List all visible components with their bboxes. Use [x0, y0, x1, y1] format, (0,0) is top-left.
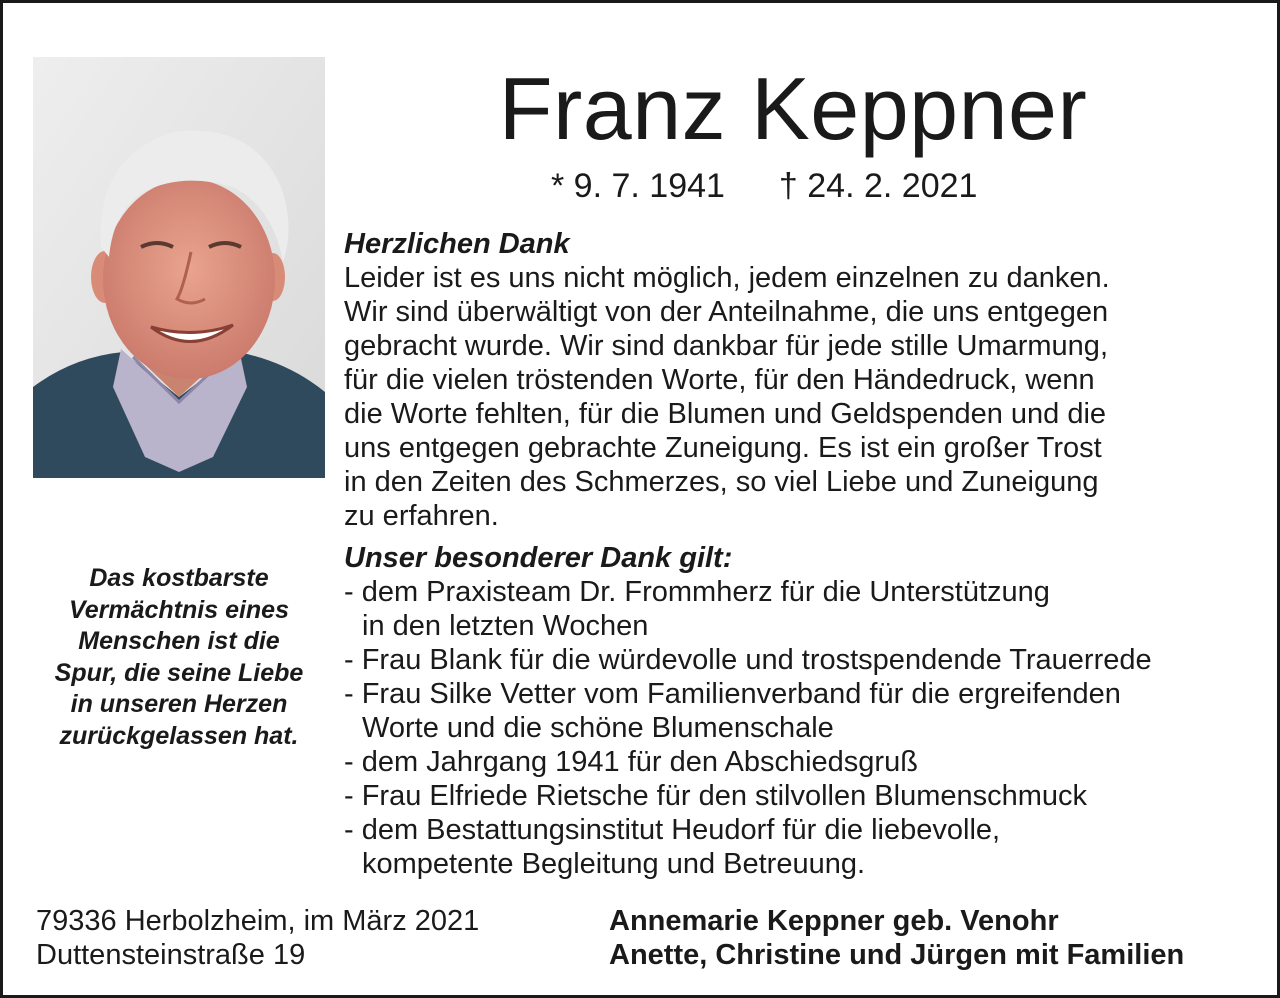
special-thanks-item-continuation: in den letzten Wochen	[362, 610, 649, 642]
signatory-line: Anette, Christine und Jürgen mit Familien	[609, 939, 1185, 971]
portrait-photo	[33, 57, 325, 478]
signatory-line: Annemarie Keppner geb. Venohr	[609, 905, 1059, 937]
memorial-quote	[27, 563, 331, 752]
death-date: † 24. 2. 2021	[778, 167, 978, 205]
thanks-section	[344, 227, 1264, 881]
quote-line: Spur, die seine Liebe	[54, 658, 304, 687]
life-dates	[551, 167, 977, 205]
thanks-line: uns entgegen gebrachte Zuneigung. Es ist ein großer Trost	[344, 432, 1102, 464]
special-thanks-item-continuation: Worte und die schöne Blumenschale	[362, 712, 834, 744]
special-thanks-heading: Unser besonderer Dank gilt:	[344, 542, 733, 574]
special-thanks-item: - Frau Elfriede Rietsche für den stilvollen Blumenschmuck	[344, 780, 1088, 812]
birth-date: * 9. 7. 1941	[551, 167, 725, 205]
special-thanks-item: - Frau Silke Vetter vom Familienverband für die ergreifenden	[344, 678, 1121, 710]
quote-line: zurückgelassen hat.	[59, 721, 299, 750]
thanks-line: gebracht wurde. Wir sind dankbar für jede stille Umarmung,	[344, 330, 1108, 362]
special-thanks-item: - dem Praxisteam Dr. Frommherz für die Unterstützung	[344, 576, 1050, 608]
thanks-line: Leider ist es uns nicht möglich, jedem einzelnen zu danken.	[344, 262, 1110, 294]
thanks-line: zu erfahren.	[344, 500, 499, 532]
street-address: Duttensteinstraße 19	[36, 939, 306, 971]
quote-line: Vermächtnis eines	[68, 595, 289, 624]
thanks-line: für die vielen tröstenden Worte, für den Händedruck, wenn	[344, 364, 1095, 396]
thanks-line: in den Zeiten des Schmerzes, so viel Liebe und Zuneigung	[344, 466, 1099, 498]
address-block	[36, 904, 479, 972]
quote-line: Menschen ist die	[78, 627, 280, 655]
special-thanks-item-continuation: kompetente Begleitung und Betreuung.	[362, 848, 866, 880]
special-thanks-item: - dem Jahrgang 1941 für den Abschiedsgruß	[344, 746, 918, 778]
place-date: 79336 Herbolzheim, im März 2021	[36, 905, 480, 937]
thanks-line: Wir sind überwältigt von der Anteilnahme, die uns entgegen	[344, 296, 1109, 328]
quote-line: in unseren Herzen	[70, 690, 288, 718]
deceased-name: Franz Keppner	[498, 59, 1088, 158]
thanks-line: die Worte fehlten, für die Blumen und Geldspenden und die	[344, 398, 1107, 430]
special-thanks-item: - dem Bestattungsinstitut Heudorf für die liebevolle,	[344, 814, 1001, 846]
thanks-heading: Herzlichen Dank	[344, 228, 570, 260]
quote-line: Das kostbarste	[89, 564, 269, 592]
signatories	[609, 904, 1184, 972]
special-thanks-item: - Frau Blank für die würdevolle und trostspendende Trauerrede	[344, 644, 1152, 676]
